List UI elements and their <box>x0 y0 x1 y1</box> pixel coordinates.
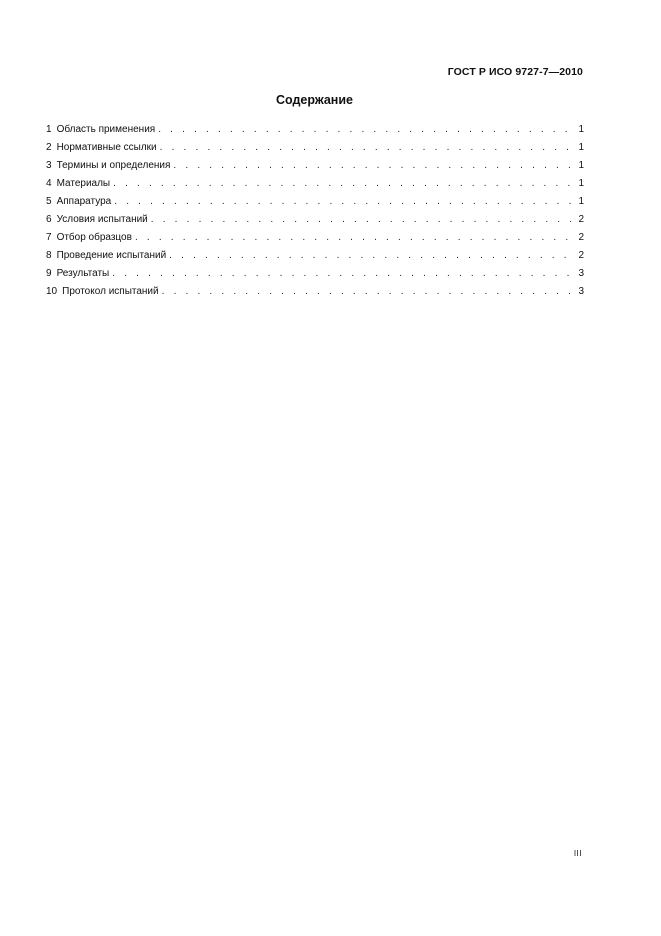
toc-dot-leader <box>170 157 574 175</box>
toc-entry-title: Условия испытаний <box>56 214 148 225</box>
toc-entry-page: 3 <box>578 268 584 279</box>
toc-entry-title: Протокол испытаний <box>62 286 159 297</box>
toc-entry-page: 2 <box>578 232 584 243</box>
toc-list <box>46 121 584 301</box>
toc-entry-page: 1 <box>578 160 584 171</box>
toc-entry-page: 1 <box>578 178 584 189</box>
toc-entry-number: 5 <box>46 196 52 207</box>
toc-dot-leader <box>111 193 574 211</box>
toc-entry-results[interactable] <box>46 265 584 283</box>
toc-entry-number: 8 <box>46 250 52 261</box>
toc-dot-leader <box>166 247 574 265</box>
toc-entry-title: Материалы <box>56 178 111 189</box>
toc-entry-number: 2 <box>46 142 52 153</box>
toc-entry-page: 2 <box>578 250 584 261</box>
toc-entry-title: Нормативные ссылки <box>56 142 157 153</box>
toc-dot-leader <box>109 265 574 283</box>
toc-entry-number: 4 <box>46 178 52 189</box>
toc-entry-page: 2 <box>578 214 584 225</box>
toc-entry-title: Отбор образцов <box>56 232 132 243</box>
toc-entry-title: Результаты <box>56 268 110 279</box>
toc-entry-materials[interactable] <box>46 175 584 193</box>
toc-title: Содержание <box>275 93 353 107</box>
toc-entry-number: 1 <box>46 124 52 135</box>
toc-entry-apparatus[interactable] <box>46 193 584 211</box>
toc-entry-number: 9 <box>46 268 52 279</box>
toc-dot-leader <box>157 139 575 157</box>
toc-entry-title: Область применения <box>56 124 156 135</box>
toc-entry-number: 6 <box>46 214 52 225</box>
toc-entry-number: 10 <box>46 286 58 297</box>
toc-entry-title: Термины и определения <box>56 160 171 171</box>
toc-entry-test-conditions[interactable] <box>46 211 584 229</box>
toc-entry-terms-definitions[interactable] <box>46 157 584 175</box>
toc-entry-number: 3 <box>46 160 52 171</box>
standard-code-header: ГОСТ Р ИСО 9727-7—2010 <box>447 66 583 78</box>
toc-entry-normative-references[interactable] <box>46 139 584 157</box>
page-number: III <box>573 849 582 858</box>
toc-dot-leader <box>132 229 575 247</box>
toc-entry-number: 7 <box>46 232 52 243</box>
toc-entry-page: 3 <box>578 286 584 297</box>
toc-entry-page: 1 <box>578 196 584 207</box>
toc-dot-leader <box>148 211 575 229</box>
toc-entry-page: 1 <box>578 142 584 153</box>
toc-entry-page: 1 <box>578 124 584 135</box>
toc-dot-leader <box>155 121 574 139</box>
toc-entry-title: Проведение испытаний <box>56 250 167 261</box>
toc-entry-title: Аппаратура <box>56 196 112 207</box>
toc-entry-sampling[interactable] <box>46 229 584 247</box>
toc-entry-test-report[interactable] <box>46 283 584 301</box>
toc-dot-leader <box>159 283 575 301</box>
toc-dot-leader <box>110 175 574 193</box>
toc-entry-scope[interactable] <box>46 121 584 139</box>
toc-entry-test-procedure[interactable] <box>46 247 584 265</box>
